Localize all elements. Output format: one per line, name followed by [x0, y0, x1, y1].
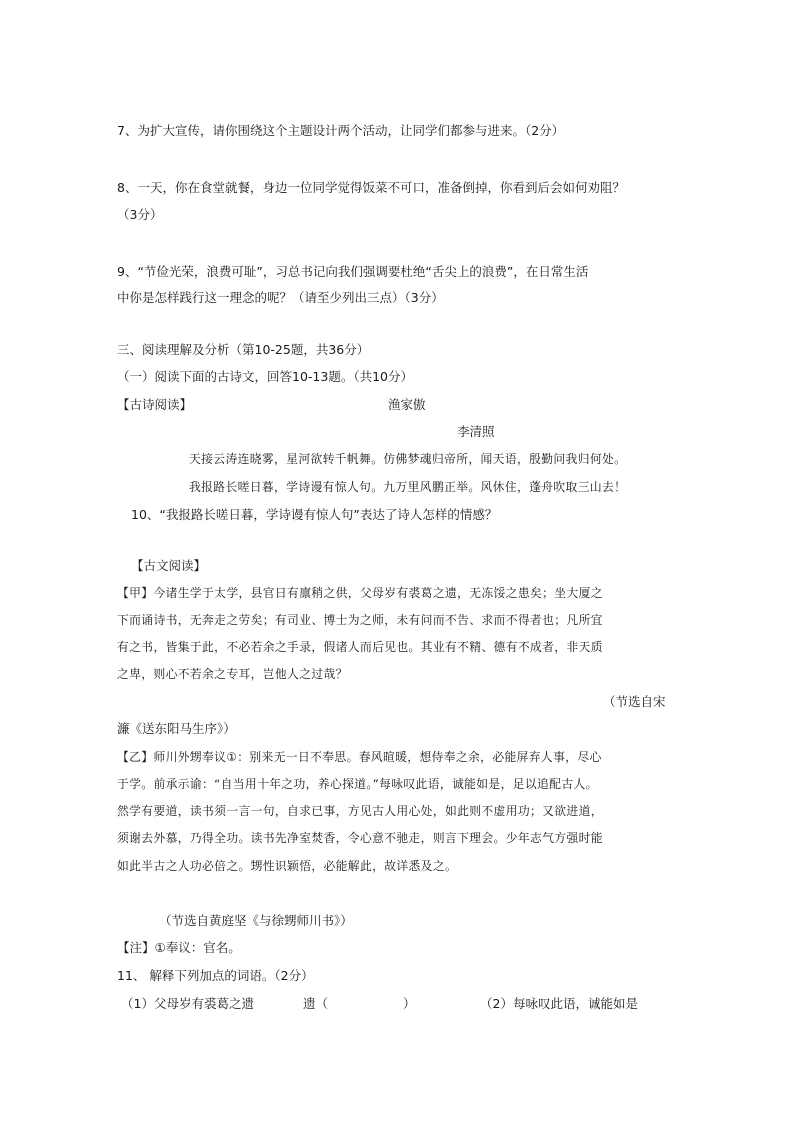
question-11-item-2: （2）每咏叹此语，诚能如是	[480, 996, 638, 1011]
prose-label: 【古文阅读】	[131, 558, 207, 573]
question-8-line-1: 8、一天，你在食堂就餐，身边一位同学觉得饭菜不可口，准备倒掉，你看到后会如何劝阻？	[117, 180, 625, 195]
question-11-item-1: （1）父母岁有裘葛之遗	[121, 996, 254, 1011]
passage-jia-line-2: 下而诵诗书，无奔走之劳矣；有司业、博士为之师，未有问而不告、求而不得者也；凡所宜	[117, 613, 603, 627]
question-7: 7、为扩大宣传，请你围绕这个主题设计两个活动，让同学们都参与进来。（2分）	[117, 123, 565, 138]
passage-yi-line-2: 于学。前承示谕：“自当用十年之功，养心探道。”每咏叹此语，诚能如是，足以追配古人。	[117, 777, 598, 791]
passage-jia-line-3: 有之书，皆集于此，不必若余之手录，假诸人而后见也。其业有不精、德有不成者，非天质	[117, 640, 603, 654]
section-3-heading: 三、阅读理解及分析（第10-25题，共36分）	[117, 342, 370, 357]
passage-yi-line-5: 如此半古之人功必倍之。甥性识颖悟，必能解此，故详悉及之。	[117, 859, 458, 873]
passage-yi-line-4: 须谢去外慕，乃得全功。读书先净室焚香，令心意不驰走，则言下理会。少年志气方强时能	[117, 831, 603, 845]
passage-jia-source-b: 濂《送东阳马生序》）	[117, 721, 236, 736]
annotation-note: 【注】①奉议：官名。	[117, 940, 241, 955]
poem-line-1: 天接云涛连晓雾，星河欲转千帆舞。仿佛梦魂归帝所，闻天语，殷勤问我归何处。	[189, 452, 627, 466]
passage-jia-line-4: 之卑，则心不若余之专耳，岂他人之过哉？	[117, 667, 348, 681]
question-11-stem: 11、 解释下列加点的词语。（2分）	[117, 968, 314, 983]
question-9-line-1: 9、“节俭光荣，浪费可耻”，习总书记向我们强调要杜绝“舌尖上的浪费”，在日常生活	[117, 264, 589, 279]
part-1-heading: （一）阅读下面的古诗文，回答10-13题。（共10分）	[117, 369, 413, 384]
passage-yi-source: （节选自黄庭坚《与徐甥师川书》）	[159, 913, 353, 928]
poem-author: 李清照	[457, 424, 495, 439]
question-10: 10、“我报路长嗟日暮，学诗谩有惊人句”表达了诗人怎样的情感？	[131, 507, 498, 522]
answer-blank-close: ）	[403, 996, 416, 1011]
poem-line-2: 我报路长嗟日暮，学诗谩有惊人句。九万里风鹏正举。风休住，蓬舟吹取三山去！	[189, 480, 627, 494]
passage-jia-line-1: 【甲】今诸生学于太学，县官日有廪稍之供，父母岁有裘葛之遗，无冻馁之患矣；坐大厦之	[117, 586, 603, 600]
question-8-line-2: （3分）	[117, 207, 163, 222]
passage-yi-line-1: 【乙】师川外甥奉议①：别来无一日不奉思。春风暄暖，想侍奉之余，必能屏弃人事，尽心	[117, 750, 602, 764]
answer-blank-open: 遗（	[303, 996, 329, 1011]
poem-label: 【古诗阅读】	[117, 397, 193, 412]
poem-title: 渔家傲	[388, 397, 426, 412]
passage-jia-source-a: （节选自宋	[603, 694, 666, 709]
question-9-line-2: 中你是怎样践行这一理念的呢？（请至少列出三点）（3分）	[117, 290, 444, 305]
passage-yi-line-3: 然学有要道，读书须一言一句，自求已事，方见古人用心处，如此则不虚用功；又欲进道，	[117, 804, 603, 818]
